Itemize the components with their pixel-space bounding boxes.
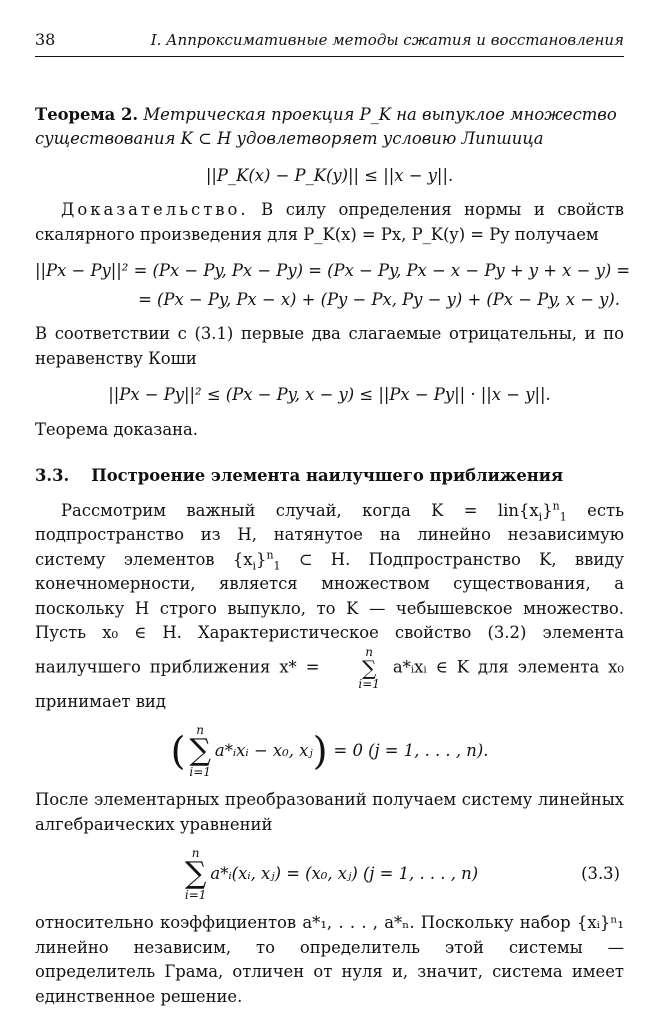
equation-rhs: = 0 (j = 1, . . . , n). <box>333 740 489 760</box>
cauchy-inequality: ||Px − Py||² ≤ (Px − Py, x − y) ≤ ||Px − Py|| · ||x − y||. <box>108 385 551 404</box>
theorem-block <box>35 103 624 152</box>
equation-inner: a*ᵢxᵢ − x₀, xⱼ <box>214 740 313 760</box>
set-sup: n <box>552 499 560 513</box>
para1-part-a: Рассмотрим важный случай, когда K = lin{x <box>61 500 539 520</box>
lipschitz-inequality: ||P_K(x) − P_K(y)|| ≤ ||x − y||. <box>205 165 454 185</box>
theorem-statement-line2: существования K ⊂ H удовлетворяет условию Липшица <box>35 129 544 148</box>
sum-upper-limit-2: n <box>196 723 205 737</box>
body-paragraph-1: Рассмотрим важный случай, когда $K = lin\{x_i\}^n_1$ есть подпространство из H, натянутое на линейно независимую систему элементов $\{x_i\}^n_1$ ⊂ H. Подпространство K, ввиду конечномерности, является множеством существования, а поскольку H строго выпукло, то K — чебышевское множество. Пусть x₀ ∈ H. Характеристическое свойство (3.2) элемента наилучшего приближения x* = n ∑ i=1 a*ᵢxᵢ ∈ K для элемента x₀ принимает вид <box>35 499 624 711</box>
proof-label: Доказательство. <box>61 200 249 219</box>
gram-equation-body: a*ᵢ(xᵢ, xⱼ) = (x₀, xⱼ) (j = 1, . . . , n) <box>210 863 479 883</box>
para1-part-c: ⊂ H. Подпространство K, ввиду конечномерности, является множеством существования, а поскольку H строго выпукло, то K — чебышевское множество. Пусть x₀ ∈ H. Характеристическое свойство (3.2) элемента наилучшего приближения x* = <box>35 549 624 676</box>
para1-part-d: a*ᵢxᵢ ∈ K для элемента x₀ принимает вид <box>35 657 624 711</box>
proof-paragraph <box>35 198 624 247</box>
theorem-label: Теорема 2. <box>35 104 139 124</box>
sum-lower-limit-3: i=1 <box>184 888 207 902</box>
set-sup-2: n <box>266 548 274 562</box>
inline-sum-symbol: n ∑ i=1 <box>332 646 380 690</box>
sum-lower-limit-2: i=1 <box>189 765 211 779</box>
section-number: 3.3. <box>35 466 70 485</box>
proof-text-line1: В силу определения нормы и свойств <box>261 200 624 219</box>
proof-cauchy-text: В соответствии с (3.1) первые два слагаемые отрицательны, и по неравенству Коши <box>35 324 624 368</box>
equation-norm-expansion: ||Px − Py||² = (Px − Py, Px − Py) = (Px − Py, Px − x − Py + y + x − y) = <box>35 261 631 280</box>
proof-end: Теорема доказана. <box>35 419 199 439</box>
page-number: 38 <box>35 30 56 49</box>
characteristic-equation: ( n ∑ i=1 a*ᵢxᵢ − x₀, xⱼ ) = 0 (j = 1, . . . , n). <box>170 723 489 779</box>
set-index-2: i <box>252 558 257 572</box>
sum-lower-limit: i=1 <box>358 676 380 691</box>
body-paragraph-2: После элементарных преобразований получаем систему линейных алгебраических уравнений <box>35 790 624 834</box>
sum-upper-limit: n <box>365 644 374 659</box>
proof-text-line2: скалярного произведения для P_K(x) = Px, P_K(y) = Py получаем <box>35 224 599 244</box>
set-sub-2: 1 <box>273 558 281 572</box>
set-index: i <box>538 509 543 523</box>
sum-symbol: n ∑ i=1 <box>189 723 211 779</box>
para1-part-b: есть подпространство из H, натянутое на линейно независимую систему элементов {x <box>35 500 624 569</box>
gram-system-equation <box>35 847 624 901</box>
body-paragraph-3: относительно коэффициентов a*₁, . . . , a*ₙ. Поскольку набор {xᵢ}ⁿ₁ линейно независим, то определитель этой системы — определитель Грама, отличен от нуля и, значит, система имеет единственное решение. <box>35 913 624 1006</box>
sum-symbol-gram: n ∑ i=1 <box>184 846 207 902</box>
equation-number: (3.3) <box>581 863 620 883</box>
section-title: Построение элемента наилучшего приближения <box>91 466 564 485</box>
set-sub: 1 <box>559 509 567 523</box>
equation-norm-expansion-cont: = (Px − Py, Px − x) + (Py − Px, Py − y) + (Px − Py, x − y). <box>138 289 620 309</box>
sum-upper-limit-3: n <box>191 846 200 860</box>
running-header <box>35 28 624 57</box>
running-title: I. Аппроксимативные методы сжатия и восстановления <box>150 31 624 49</box>
section-heading <box>35 464 624 489</box>
theorem-statement-line1: Метрическая проекция P_K на выпуклое множество <box>143 104 617 124</box>
